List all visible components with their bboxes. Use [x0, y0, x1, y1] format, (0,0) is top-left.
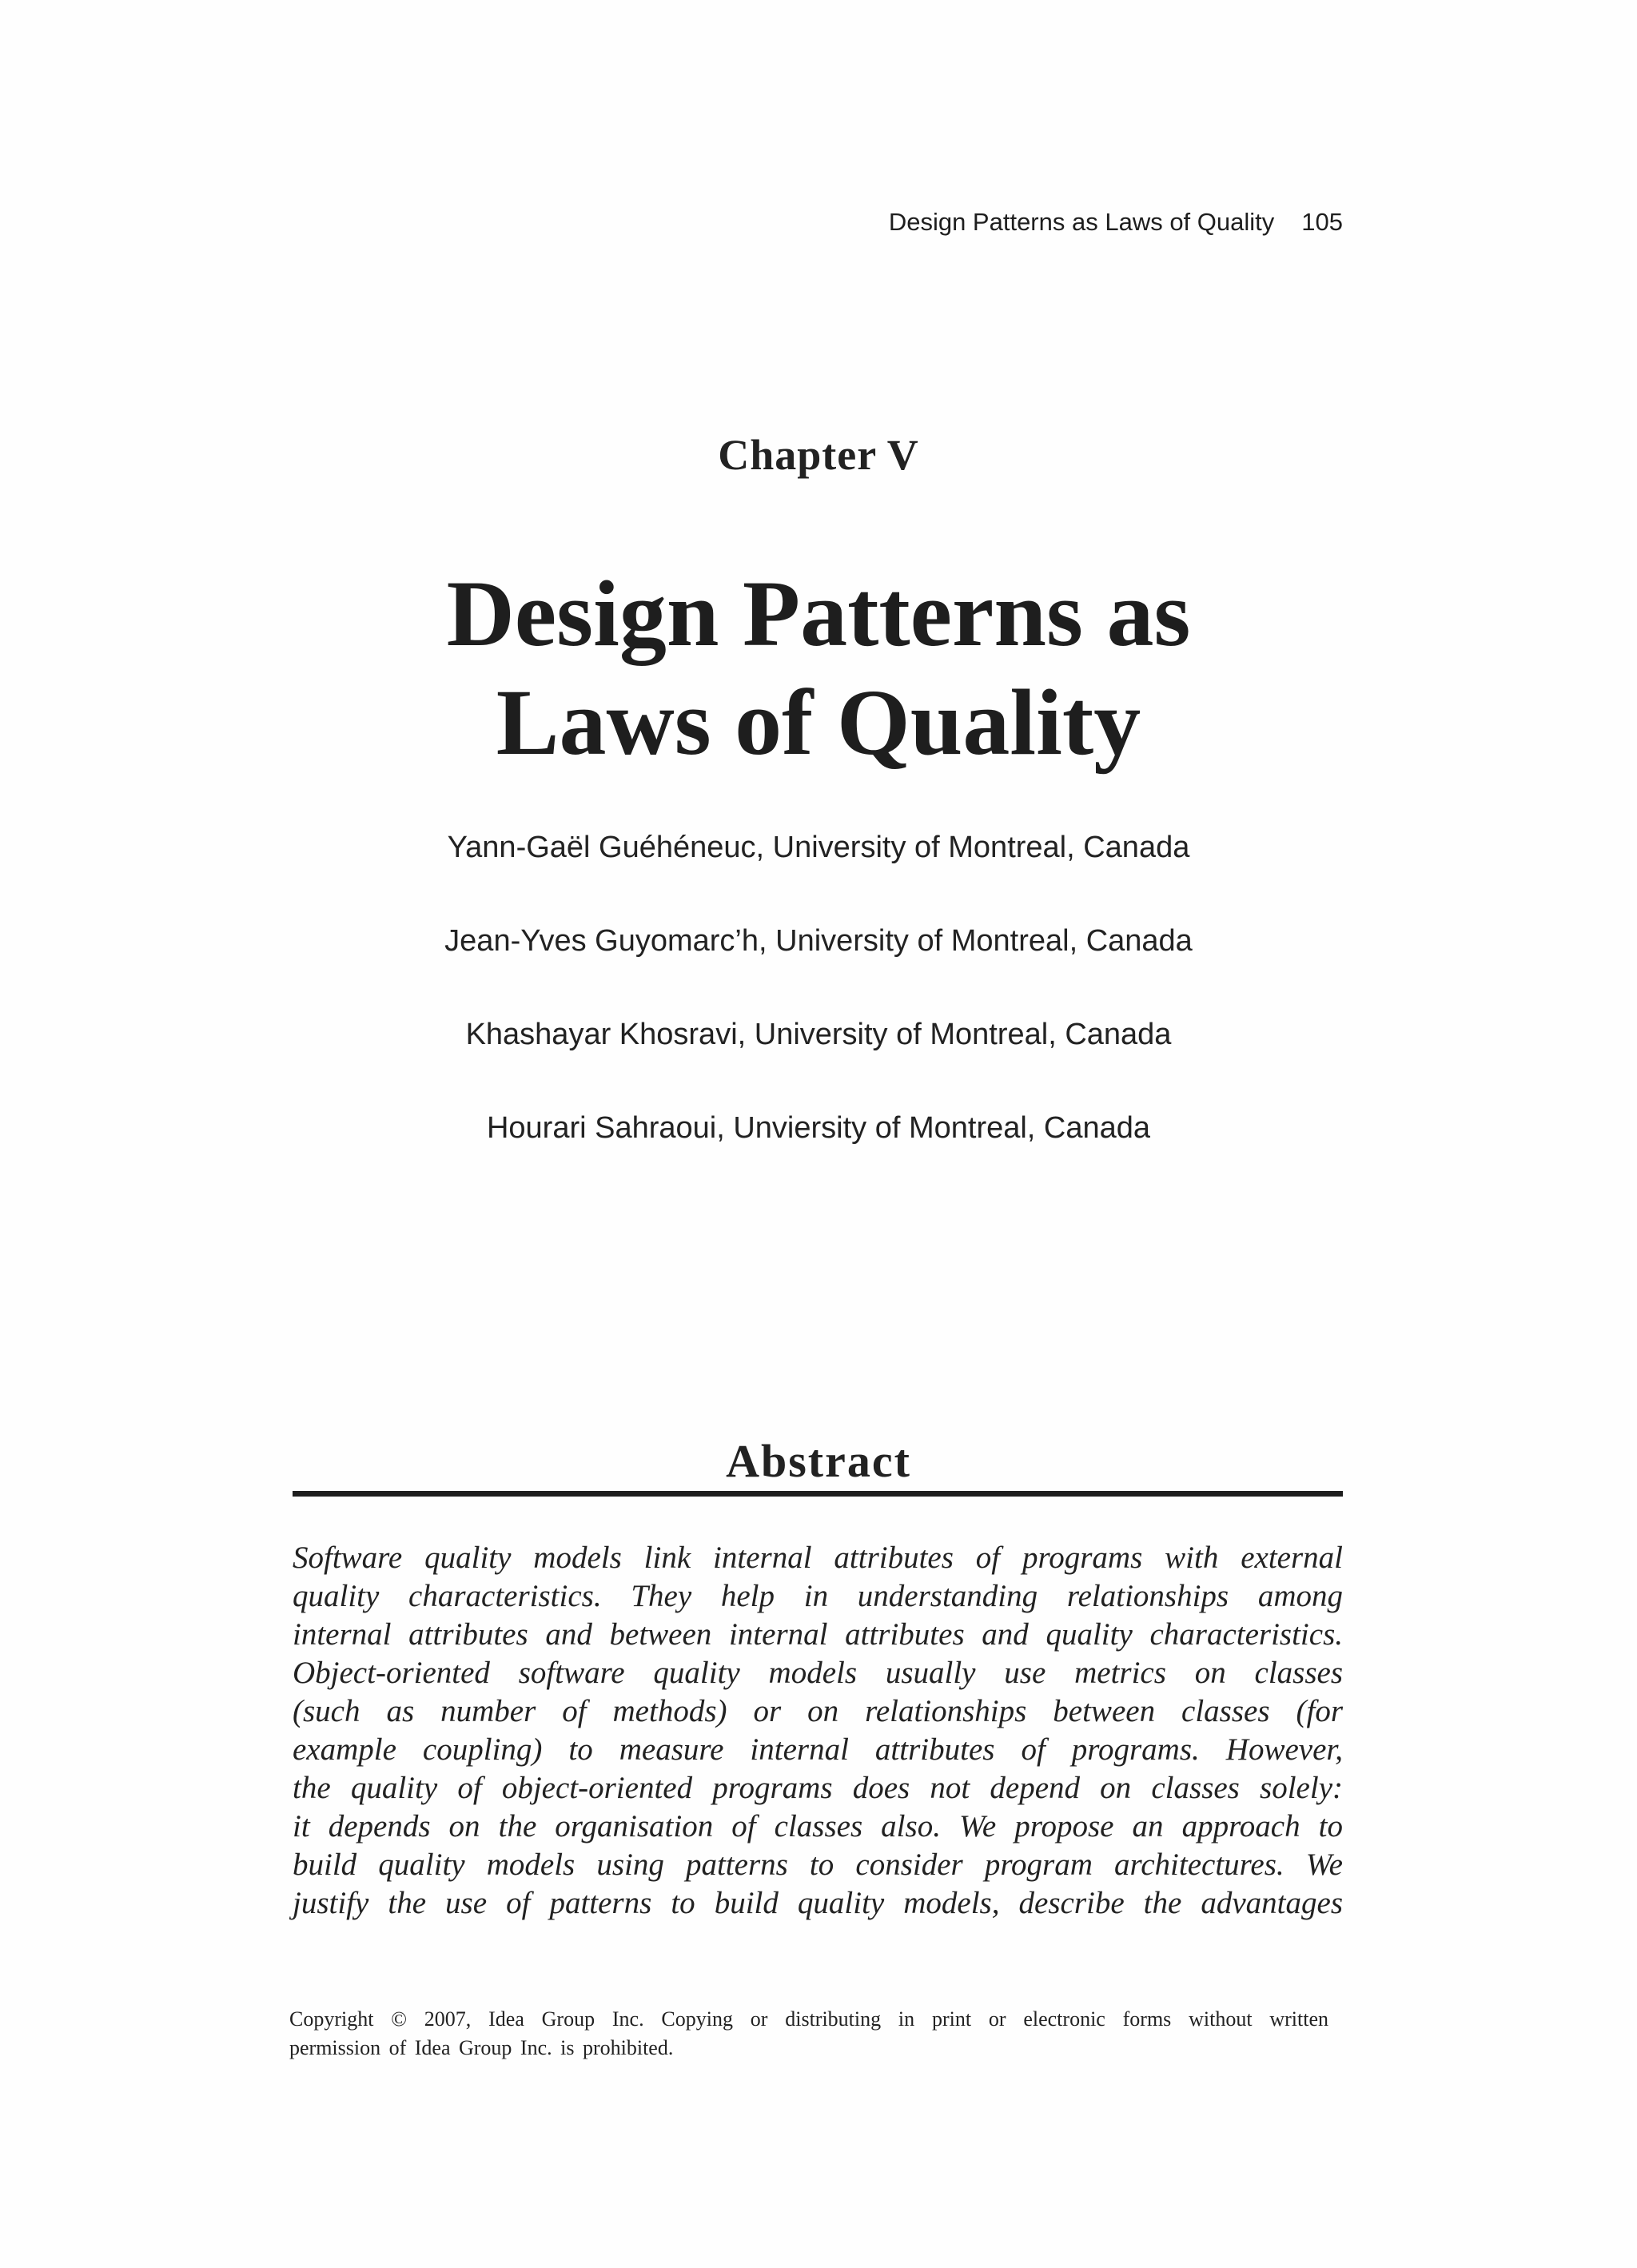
abstract-line: internal attributes and between internal attributes and quality characteristics. [293, 1617, 1343, 1652]
abstract-line: (such as number of methods) or on relationships between classes (for [293, 1694, 1343, 1728]
abstract-line: build quality models using patterns to consider program architectures. We [293, 1847, 1343, 1882]
author-list [0, 825, 1637, 1199]
abstract-line: quality characteristics. They help in understanding relationships among [293, 1579, 1343, 1613]
copyright-notice [289, 2005, 1343, 2063]
abstract-heading: Abstract [726, 1435, 911, 1487]
author-2: Jean-Yves Guyomarc’h, University of Montreal, Canada [444, 924, 1193, 958]
copyright-line-2: permission of Idea Group Inc. is prohibited. [289, 2036, 674, 2059]
chapter-label: Chapter V [718, 431, 919, 479]
abstract-line: the quality of object-oriented programs does not depend on classes solely: [293, 1771, 1343, 1805]
author-1: Yann-Gaël Guéhéneuc, University of Montreal, Canada [447, 831, 1190, 864]
abstract-line: justify the use of patterns to build quality models, describe the advantages [293, 1886, 1343, 1920]
abstract-line: it depends on the organisation of classes also. We propose an approach to [293, 1809, 1343, 1843]
author-4: Hourari Sahraoui, Unviersity of Montreal, Canada [486, 1111, 1151, 1145]
abstract-line: example coupling) to measure internal attributes of programs. However, [293, 1732, 1343, 1767]
running-title: Design Patterns as Laws of Quality [888, 208, 1275, 236]
chapter-title-line-2: Laws of Quality [496, 670, 1141, 775]
copyright-line-1: Copyright © 2007, Idea Group Inc. Copying or distributing in print or electronic forms without written [289, 2007, 1328, 2031]
page-number: 105 [1301, 208, 1343, 236]
chapter-title-line-1: Design Patterns as [446, 561, 1191, 666]
abstract-divider [293, 1491, 1343, 1497]
abstract-line: Software quality models link internal attributes of programs with external [293, 1541, 1343, 1575]
abstract-body [293, 1539, 1343, 1923]
chapter-title [0, 560, 1637, 777]
abstract-line: Object-oriented software quality models usually use metrics on classes [293, 1656, 1343, 1690]
running-header [889, 208, 1343, 237]
author-3: Khashayar Khosravi, University of Montreal, Canada [465, 1018, 1172, 1051]
